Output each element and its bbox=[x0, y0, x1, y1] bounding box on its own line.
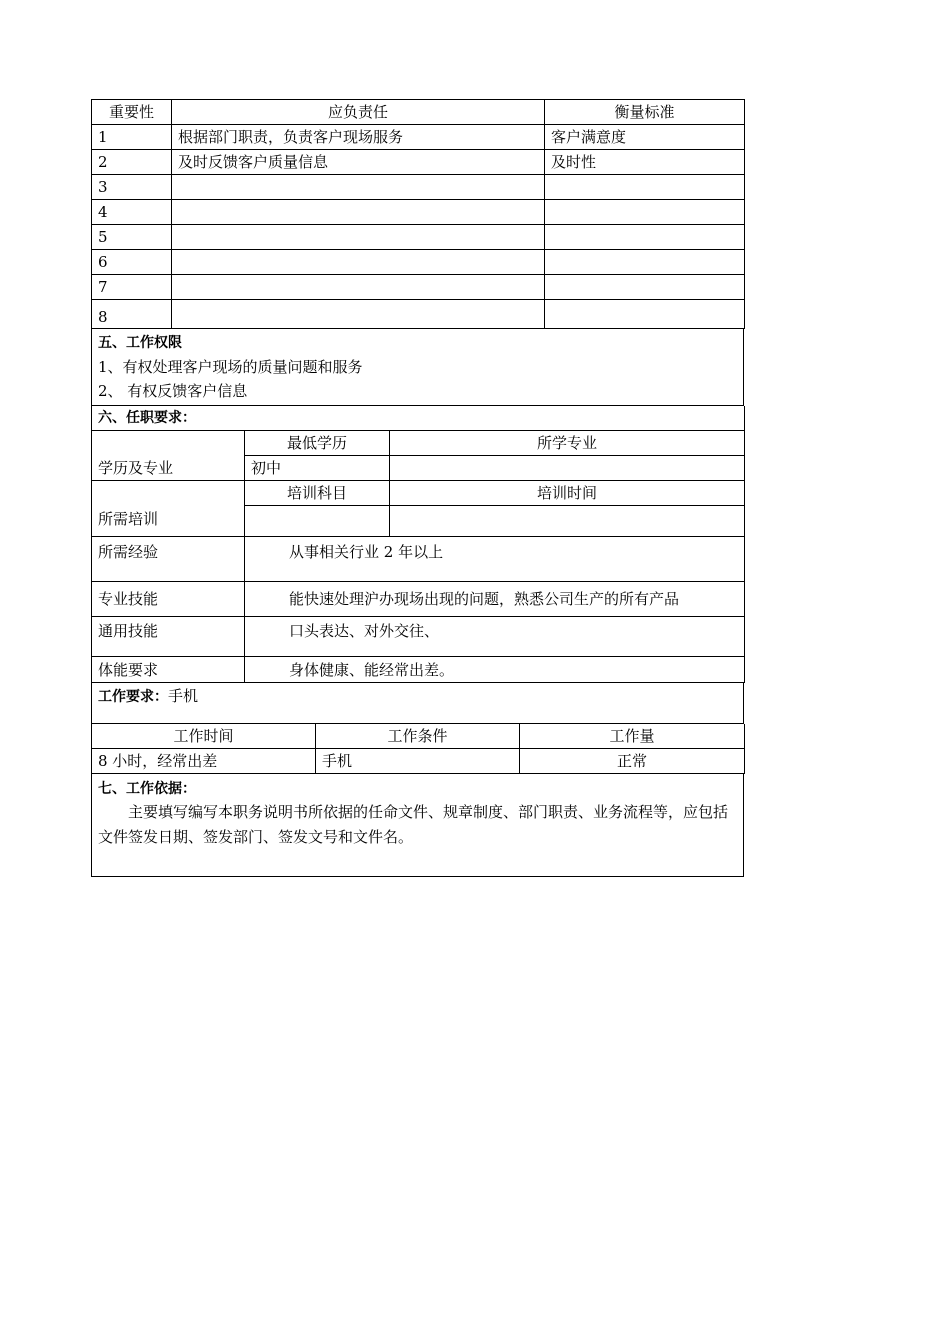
duty-index: 1 bbox=[92, 125, 172, 150]
training-label: 所需培训 bbox=[92, 481, 245, 537]
general-skill-label: 通用技能 bbox=[92, 617, 245, 657]
header-importance: 重要性 bbox=[92, 100, 172, 125]
general-skill-value: 口头表达、对外交往、 bbox=[245, 617, 745, 657]
skill-value: 能快速处理沪办现场出现的问题，熟悉公司生产的所有产品 bbox=[245, 582, 745, 617]
table-row bbox=[92, 150, 745, 175]
training-subject-header: 培训科目 bbox=[245, 481, 390, 506]
table-row bbox=[92, 275, 745, 300]
duty-index: 4 bbox=[92, 200, 172, 225]
workload-value: 正常 bbox=[520, 749, 745, 774]
work-condition-value: 手机 bbox=[316, 749, 520, 774]
work-condition-header: 工作条件 bbox=[316, 724, 520, 749]
duty-text: 根据部门职责，负责客户现场服务 bbox=[172, 125, 545, 150]
work-time-header: 工作时间 bbox=[92, 724, 316, 749]
table-row bbox=[92, 250, 745, 275]
requirements-title: 六、任职要求： bbox=[92, 406, 745, 431]
physical-label: 体能要求 bbox=[92, 657, 245, 683]
duty-index: 8 bbox=[92, 300, 172, 329]
authority-item: 1、有权处理客户现场的质量问题和服务 bbox=[98, 358, 363, 376]
major-value bbox=[390, 456, 745, 481]
duty-text bbox=[172, 300, 545, 329]
duty-index: 3 bbox=[92, 175, 172, 200]
duty-standard bbox=[545, 275, 745, 300]
education-label: 学历及专业 bbox=[92, 431, 245, 481]
duty-standard bbox=[545, 300, 745, 329]
work-requirement-value: 手机 bbox=[168, 687, 199, 705]
duty-index: 7 bbox=[92, 275, 172, 300]
table-row bbox=[92, 225, 745, 250]
min-education-header: 最低学历 bbox=[245, 431, 390, 456]
table-row bbox=[92, 200, 745, 225]
job-description-page bbox=[91, 99, 744, 877]
table-row bbox=[92, 300, 745, 329]
experience-label: 所需经验 bbox=[92, 537, 245, 582]
duty-index: 2 bbox=[92, 150, 172, 175]
duty-text bbox=[172, 200, 545, 225]
duty-standard bbox=[545, 225, 745, 250]
workload-header: 工作量 bbox=[520, 724, 745, 749]
table-row bbox=[92, 125, 745, 150]
duty-text bbox=[172, 175, 545, 200]
min-education-value: 初中 bbox=[245, 456, 390, 481]
physical-value: 身体健康、能经常出差。 bbox=[245, 657, 745, 683]
table-row bbox=[92, 175, 745, 200]
duties-table bbox=[91, 99, 745, 329]
training-time-header: 培训时间 bbox=[390, 481, 745, 506]
basis-text: 主要填写编写本职务说明书所依据的任命文件、规章制度、部门职责、业务流程等，应包括文件签发日期、签发部门、签发文号和文件名。 bbox=[98, 803, 729, 846]
duties-header-row bbox=[92, 100, 745, 125]
header-standard: 衡量标准 bbox=[545, 100, 745, 125]
duty-standard bbox=[545, 175, 745, 200]
header-responsibility: 应负责任 bbox=[172, 100, 545, 125]
basis-section bbox=[91, 774, 744, 877]
authority-section bbox=[91, 329, 744, 406]
experience-value: 从事相关行业 2 年以上 bbox=[245, 537, 745, 582]
work-requirement-section bbox=[91, 683, 744, 724]
duty-standard: 客户满意度 bbox=[545, 125, 745, 150]
work-requirement-title: 工作要求： bbox=[98, 689, 168, 705]
basis-title: 七、工作依据： bbox=[98, 781, 196, 797]
requirements-table bbox=[91, 406, 745, 683]
duty-index: 5 bbox=[92, 225, 172, 250]
duty-text bbox=[172, 250, 545, 275]
duty-index: 6 bbox=[92, 250, 172, 275]
training-time-value bbox=[390, 506, 745, 537]
duty-text: 及时反馈客户质量信息 bbox=[172, 150, 545, 175]
duty-standard bbox=[545, 250, 745, 275]
work-conditions-table bbox=[91, 724, 745, 774]
training-subject-value bbox=[245, 506, 390, 537]
major-header: 所学专业 bbox=[390, 431, 745, 456]
work-time-value: 8 小时，经常出差 bbox=[92, 749, 316, 774]
skill-label: 专业技能 bbox=[92, 582, 245, 617]
duty-text bbox=[172, 225, 545, 250]
duty-standard: 及时性 bbox=[545, 150, 745, 175]
duty-standard bbox=[545, 200, 745, 225]
authority-title: 五、工作权限 bbox=[98, 335, 182, 351]
authority-item: 2、 有权反馈客户信息 bbox=[98, 382, 248, 400]
duty-text bbox=[172, 275, 545, 300]
